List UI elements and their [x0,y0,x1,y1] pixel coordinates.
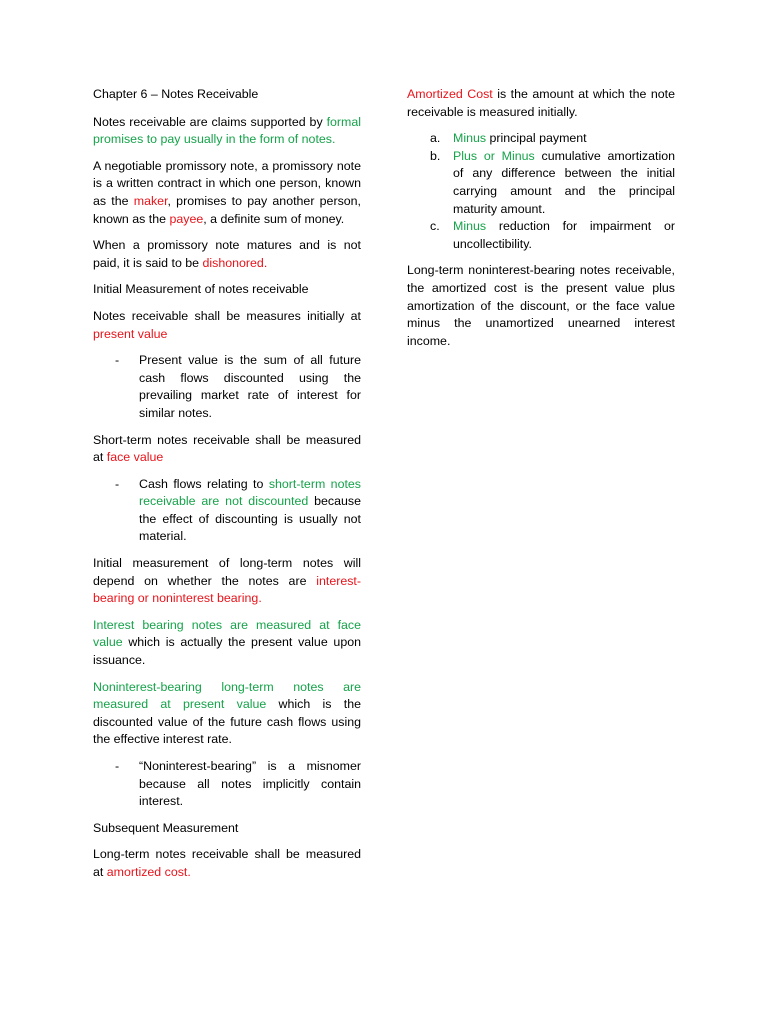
paragraph-notes-receivable-definition [93,114,361,149]
ordered-list [407,130,675,253]
dash-marker: - [115,759,120,773]
text: A negotiable promissory note, a promissory note is a written contract in which one person, known as the [93,158,361,208]
highlight-green: Noninterest-bearing long-term notes are measured at present value [93,679,361,712]
heading-subsequent-measurement: Subsequent Measurement [93,820,239,835]
text: , a definite sum of money. [203,211,345,226]
left-column [93,86,361,891]
list-label: a. [430,131,441,146]
list-label: b. [430,148,441,163]
highlight-maker: maker [133,193,168,208]
paragraph-dishonored [93,237,361,272]
highlight-amortized-cost: amortized cost. [106,864,191,879]
highlight-payee: payee [169,211,204,226]
list-label: c. [430,219,440,234]
text: is the amount at which the note receivable is measured initially. [407,87,676,119]
list-item [407,130,675,148]
paragraph-amortized-cost [93,846,361,881]
highlight-green: Interest bearing notes are measured at face value [93,617,361,650]
bullet-text: Present value is the sum of all future cash flows discounted using the prevailing market rate of interest for similar notes. [139,353,361,420]
text: which is the discounted value of the future cash flows using the effective interest rate. [93,697,361,747]
highlight-green: Minus [453,219,487,234]
chapter-title: Chapter 6 – Notes Receivable [93,87,259,101]
paragraph-noninterest-bearing [93,679,361,749]
text: because the effect of discounting is usually not material. [139,494,361,544]
bullet-misnomer [93,758,361,811]
highlight-green: formal promises to pay usually in the form of notes. [93,114,361,147]
text: Short-term notes receivable shall be measured at [93,432,361,465]
text: Cash flows relating to [139,476,269,491]
dash-marker: - [115,476,120,491]
highlight-dishonored: dishonored. [202,255,268,270]
paragraph-initial-present-value [93,308,361,343]
bullet-present-value [93,352,361,422]
text: cumulative amortization of any difference between the initial carrying amount and the principal maturity amount. [453,148,675,216]
highlight-face-value: face value [106,450,164,465]
highlight-interest-bearing: interest-bearing or noninterest bearing. [93,573,361,606]
paragraph-long-term-amortized: Long-term noninterest-bearing notes receivable, the amortized cost is the present value plus amortization of the discount, or the face value minus the unamortized unearned interest income. [407,263,675,348]
right-column [407,86,675,359]
heading-initial-measurement: Initial Measurement of notes receivable [93,282,309,297]
dash-marker: - [115,353,120,368]
list-item [407,148,675,218]
text: reduction for impairment or uncollectibility. [453,219,675,251]
text: Notes receivable are claims supported by [93,114,327,129]
text: principal payment [486,131,587,146]
highlight-present-value: present value [93,326,168,341]
text: which is actually the present value upon issuance. [93,635,361,668]
list-item [407,218,675,253]
highlight-green: Plus or Minus [453,148,535,163]
highlight-green: short-term notes receivable are not discounted [139,476,361,509]
paragraph-short-term [93,432,361,467]
paragraph-promissory-note [93,158,361,228]
paragraph-interest-bearing [93,617,361,670]
text: Initial measurement of long-term notes will depend on whether the notes are [93,556,361,588]
paragraph-long-term-initial [93,555,361,608]
paragraph-amortized-cost-definition [407,86,675,121]
highlight-green: Minus [453,131,487,146]
text: Notes receivable shall be measures initially at [93,308,361,323]
bullet-text: “Noninterest-bearing” is a misnomer because all notes implicitly contain interest. [139,759,361,809]
bullet-cash-flows [93,476,361,546]
text: Long-term notes receivable shall be measured at [93,847,361,879]
text: When a promissory note matures and is not paid, it is said to be [93,238,361,270]
text: , promises to pay another person, known as the [93,193,361,226]
highlight-amortized-cost: Amortized Cost [407,87,493,101]
